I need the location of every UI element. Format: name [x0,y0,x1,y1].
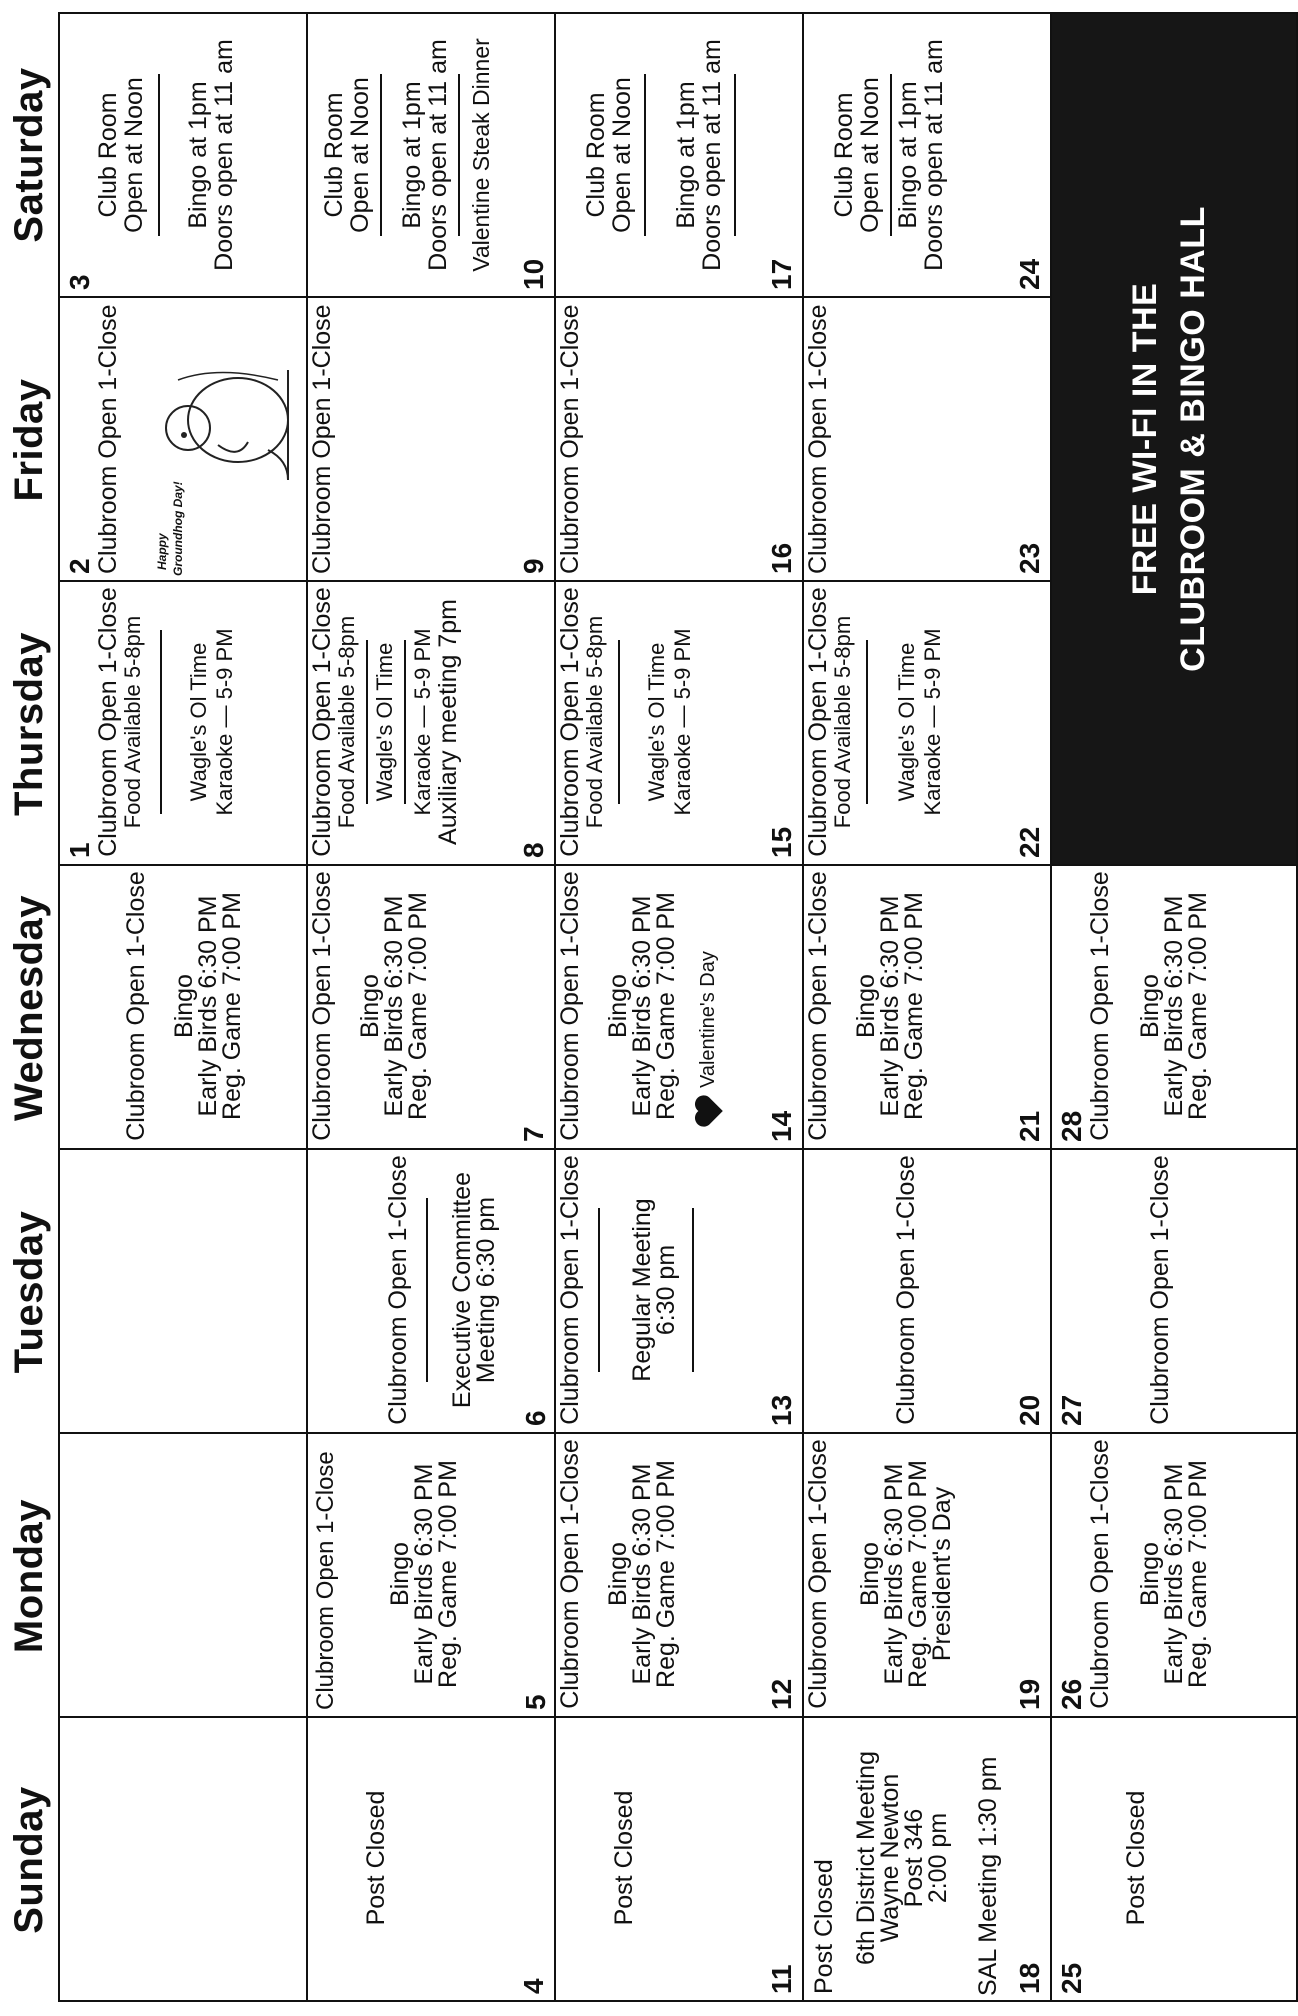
event-text: Doors open at 11 am [920,39,948,271]
divider [692,1208,694,1372]
event-text: Clubroom Open 1-Close [312,1451,339,1710]
day-cell [804,14,1052,296]
event-text: Bingo [604,974,632,1038]
date-number: 25 [1056,1962,1087,1994]
date-number: 19 [1014,1678,1045,1710]
event-text: Karaoke — 5-9 PM [410,628,435,816]
day-cell [1052,864,1296,1148]
event-text: Clubroom Open 1-Close [556,871,584,1141]
image-caption: Groundhog Day! [171,481,185,576]
day-cell [308,1432,556,1716]
event-text: Clubroom Open 1-Close [556,587,584,857]
event-text: Meeting 6:30 pm [472,1196,500,1384]
day-cell [804,296,1052,580]
date-number: 5 [520,1694,551,1710]
event-text: Food Available 5-8pm [830,615,855,829]
event-text: Post Closed [1122,1790,1150,1926]
date-number: 8 [518,842,549,858]
event-text: Club Room [94,92,122,218]
divider [366,640,368,804]
event-text: Bingo [1136,1542,1164,1606]
date-number: 18 [1014,1962,1045,1994]
event-text: Reg. Game 7:00 PM [652,1460,680,1688]
header-wednesday: Wednesday [6,894,51,1122]
event-text: Doors open at 11 am [424,39,452,271]
event-text: Wagle's Ol Time [186,642,211,802]
event-text: Post Closed [810,1859,838,1994]
cell-empty [60,1716,308,2000]
date-number: 7 [518,1126,549,1142]
event-text: Clubroom Open 1-Close [122,871,150,1141]
date-number: 21 [1014,1110,1045,1142]
event-text: Reg. Game 7:00 PM [652,892,680,1120]
event-text: Valentine Steak Dinner [468,38,494,272]
event-text: Post Closed [610,1790,638,1926]
day-cell [556,580,804,864]
cell-empty [60,1432,308,1716]
divider [404,640,406,804]
divider [734,74,736,236]
event-text: Bingo [386,1542,414,1606]
banner-line-2: CLUBROOM & BINGO HALL [1174,206,1212,672]
event-text: Early Birds 6:30 PM [628,895,656,1117]
date-number: 3 [64,274,95,290]
event-text: Executive Committee [448,1171,476,1409]
divider [380,74,382,236]
date-number: 24 [1014,258,1045,290]
event-text: Clubroom Open 1-Close [308,871,336,1141]
day-cell [556,1716,804,2000]
header-monday: Monday [6,1498,51,1654]
day-cell [1052,1432,1296,1716]
day-cell [1052,1148,1296,1432]
event-text: Clubroom Open 1-Close [556,304,584,574]
event-text: Early Birds 6:30 PM [876,895,904,1117]
event-text: Bingo [604,1542,632,1606]
event-text: Reg. Game 7:00 PM [218,892,246,1120]
day-cell [1052,1716,1296,2000]
event-text: Clubroom Open 1-Close [94,304,122,574]
day-cell [308,14,556,296]
day-cell [804,1716,1052,2000]
event-text: Clubroom Open 1-Close [308,304,336,574]
date-number: 2 [64,558,95,574]
header-thursday: Thursday [6,631,51,817]
event-text: Doors open at 11 am [698,39,726,271]
event-text: Doors open at 11 am [210,39,238,271]
event-text: Karaoke — 5-9 PM [212,628,237,816]
event-text: 6th District Meeting [852,1751,880,1965]
event-text: Reg. Game 7:00 PM [900,892,928,1120]
event-text: Reg. Game 7:00 PM [904,1460,932,1688]
event-text: Bingo at 1pm [184,81,212,229]
day-cell [308,1148,556,1432]
event-text: Reg. Game 7:00 PM [404,892,432,1120]
day-cell [556,14,804,296]
event-text: Post 346 [900,1808,928,1908]
event-text: Reg. Game 7:00 PM [434,1460,462,1688]
event-text: Bingo [170,974,198,1038]
day-cell [556,1432,804,1716]
event-text: Clubroom Open 1-Close [804,1439,832,1709]
event-text: Early Birds 6:30 PM [628,1463,656,1685]
event-text: Wayne Newton [876,1773,904,1943]
date-number: 17 [766,258,797,290]
event-text: Wagle's Ol Time [894,642,919,802]
event-text: 6:30 pm [652,1244,680,1336]
event-text: Club Room [830,92,858,218]
divider [890,74,892,236]
day-cell [556,1148,804,1432]
date-number: 27 [1056,1394,1087,1426]
date-number: 13 [766,1394,797,1426]
divider [598,1208,600,1372]
date-number: 12 [766,1678,797,1710]
date-number: 14 [766,1110,797,1142]
event-text: Wagle's Ol Time [372,642,397,802]
event-text: Early Birds 6:30 PM [380,895,408,1117]
event-text: Food Available 5-8pm [582,615,607,829]
image-caption: Happy [155,533,169,570]
event-text: Clubroom Open 1-Close [1086,871,1114,1141]
event-text: Club Room [582,92,610,218]
day-cell [804,864,1052,1148]
date-number: 22 [1014,826,1045,858]
date-number: 11 [766,1964,797,1994]
event-text: Open at Noon [120,77,148,233]
event-text: Food Available 5-8pm [334,615,359,829]
day-cell [804,1432,1052,1716]
event-text: Early Birds 6:30 PM [1160,1463,1188,1685]
event-text: Club Room [320,92,348,218]
event-text: Karaoke — 5-9 PM [920,628,945,816]
event-text: Clubroom Open 1-Close [94,587,122,857]
calendar-grid [58,12,1298,2002]
divider [644,74,646,236]
event-text: Open at Noon [346,77,374,233]
divider [866,640,868,804]
banner-line-1: FREE WI-FI IN THE [1126,282,1164,596]
date-number: 6 [520,1410,551,1426]
event-text: Clubroom Open 1-Close [892,1155,920,1425]
event-text: Bingo [852,974,880,1038]
event-text: Open at Noon [608,77,636,233]
event-text: Early Birds 6:30 PM [1160,895,1188,1117]
divider [426,1198,428,1382]
date-number: 1 [64,842,95,858]
event-text: Open at Noon [856,77,884,233]
event-text: Bingo at 1pm [894,81,922,229]
event-text: Clubroom Open 1-Close [804,871,832,1141]
day-cell [60,580,308,864]
event-text: Early Birds 6:30 PM [410,1463,438,1685]
date-number: 26 [1056,1678,1087,1710]
date-number: 10 [518,258,549,290]
day-cell [556,864,804,1148]
wifi-banner [1052,14,1296,864]
day-cell [804,580,1052,864]
day-cell [804,1148,1052,1432]
divider [618,640,620,804]
event-text: Wagle's Ol Time [644,642,669,802]
event-text: Clubroom Open 1-Close [1146,1155,1174,1425]
day-cell [308,580,556,864]
event-text: Post Closed [362,1790,390,1926]
event-text: Early Birds 6:30 PM [880,1463,908,1685]
date-number: 28 [1056,1110,1087,1142]
event-text: Bingo [856,1542,884,1606]
date-number: 20 [1014,1394,1045,1426]
divider [158,74,160,236]
day-cell [60,14,308,296]
header-sunday: Sunday [6,1786,51,1934]
event-text: Clubroom Open 1-Close [556,1155,584,1425]
groundhog-illustration-icon [138,350,298,520]
event-text: Clubroom Open 1-Close [804,304,832,574]
event-text: SAL Meeting 1:30 pm [974,1756,1002,1996]
day-cell [308,864,556,1148]
header-saturday: Saturday [6,67,51,243]
event-text: Clubroom Open 1-Close [804,587,832,857]
date-number: 23 [1014,542,1045,574]
event-text: 2:00 pm [924,1812,952,1904]
event-text: Bingo at 1pm [672,81,700,229]
event-text: Bingo at 1pm [398,81,426,229]
date-number: 16 [766,542,797,574]
event-text: Valentine's Day [697,951,719,1088]
event-text: Early Birds 6:30 PM [194,895,222,1117]
event-text: Clubroom Open 1-Close [1086,1439,1114,1709]
day-cell [60,296,308,580]
event-text: Food Available 5-8pm [120,615,145,829]
date-number: 15 [766,826,797,858]
day-cell [308,296,556,580]
event-text: Clubroom Open 1-Close [308,587,336,857]
header-friday: Friday [6,378,51,502]
day-cell [308,1716,556,2000]
divider [160,630,162,814]
day-cell [556,296,804,580]
event-text: Reg. Game 7:00 PM [1184,1460,1212,1688]
cell-empty [60,1148,308,1432]
day-cell [60,864,308,1148]
heart-icon [692,1094,726,1128]
event-text: President's Day [928,1486,956,1662]
event-text: Clubroom Open 1-Close [384,1155,412,1425]
divider [458,74,460,236]
event-text: Clubroom Open 1-Close [556,1439,584,1709]
event-text: Bingo [356,974,384,1038]
event-text: Reg. Game 7:00 PM [1184,892,1212,1120]
event-text: Auxiliary meeting 7pm [434,599,462,845]
date-number: 4 [518,1978,549,1994]
event-text: Karaoke — 5-9 PM [670,628,695,816]
header-tuesday: Tuesday [6,1210,51,1374]
event-text: Bingo [1136,974,1164,1038]
event-text: Regular Meeting [628,1198,656,1382]
date-number: 9 [518,558,549,574]
